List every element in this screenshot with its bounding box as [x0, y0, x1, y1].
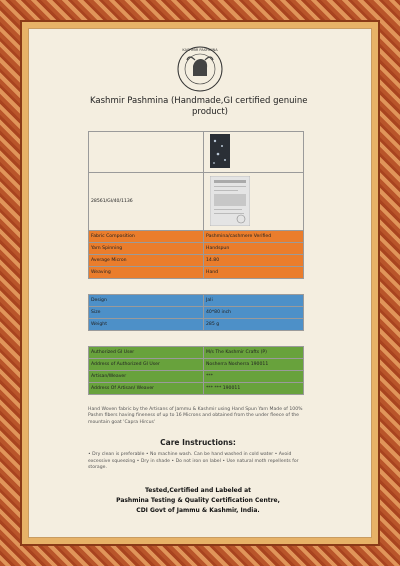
- product-title: [90, 96, 330, 118]
- table-row: Average Micron 14.80: [89, 255, 304, 267]
- title-line-1: Kashmir Pashmina (Handmade,GI certified genuine: [90, 96, 308, 106]
- fabric-photo: [210, 134, 230, 168]
- table-row: Weaving Hand: [89, 267, 304, 279]
- footer-line-1: Tested,Certified and Labeled at: [144, 487, 252, 494]
- table-row: Size 40*80 inch: [89, 307, 304, 319]
- table-row: Address Of Artisan/ Weaver *** *** 190011: [89, 383, 304, 395]
- table-row: Address of Authorized GI User Nosherra Nosherra 190011: [89, 359, 304, 371]
- artisan-table: [88, 346, 304, 395]
- table-row: Design Jali: [89, 295, 304, 307]
- composition-table: [88, 131, 304, 279]
- table-row: Fabric Composition Pashmina/cashmere Verified: [89, 231, 304, 243]
- fabric-image-row: [89, 132, 304, 173]
- logo-text: KASHMIR PASHMINA: [182, 48, 218, 52]
- certification-footer: [88, 486, 308, 516]
- care-text: • Dry clean is preferable • No machine wash. Can be hand washed in cold water • Avoid excessive squeezing • Dry in shade • Do not iron on label • Use natural moth repellents for storage.: [88, 452, 299, 471]
- table-row: Yarn Spinning Handspun: [89, 243, 304, 255]
- goat-emblem-icon: [175, 44, 225, 94]
- title-line-2: product): [191, 107, 228, 117]
- footer-line-2: Pashmina Testing & Quality Certification Centre,: [116, 497, 280, 504]
- table-row: Artisan/Weaver ***: [89, 371, 304, 383]
- certificate-number: 28561/GI/40/1136: [89, 173, 204, 231]
- footer-line-3: CDI Govt of Jammu & Kashmir, India.: [136, 507, 260, 514]
- care-title: Care Instructions:: [160, 438, 236, 447]
- certificate-row: [89, 173, 304, 231]
- table-row: Weight 285 g: [89, 319, 304, 331]
- table-row: Authorized GI User M/s The Kashmir Crafts (P): [89, 347, 304, 359]
- design-table: [88, 294, 304, 331]
- fabric-description: Hand Woven fabric by the Artisans of Jammu & Kashmir using Hand Spun Yarn Made of 100% Pashm fibers having fineness of up to 16 Microns and obtained from the under fleece of the mountain goat 'Capra Hircus': [88, 407, 303, 425]
- certificate-photo: [210, 176, 250, 226]
